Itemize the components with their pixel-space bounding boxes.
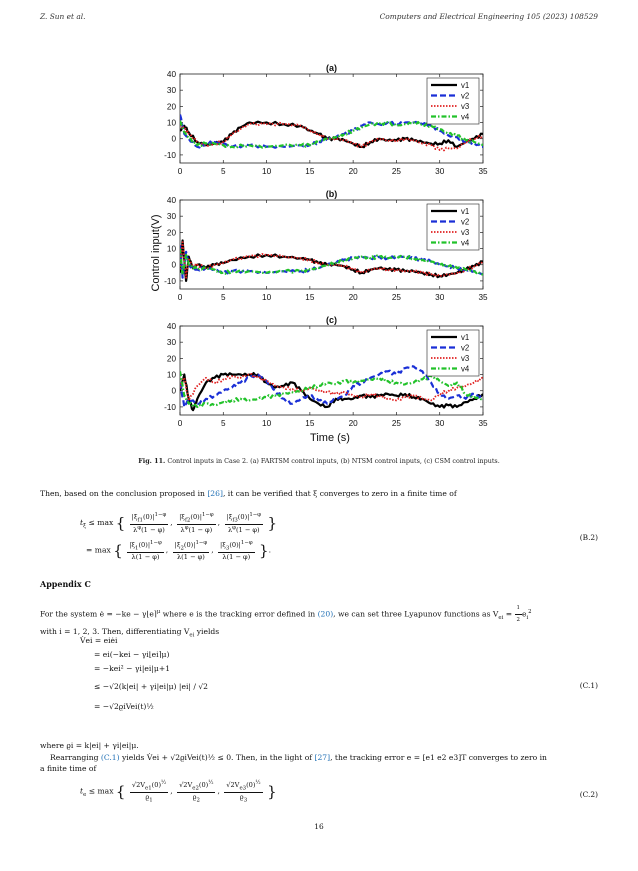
subplot-a (164, 63, 488, 176)
running-header-authors: Z. Sun et al. (40, 12, 86, 21)
equation-c1-line3: = −kei² − γi|ei|μ+1 (94, 664, 171, 673)
citation-link[interactable]: [26] (207, 489, 223, 498)
legend (427, 78, 479, 124)
legend-entry-v1: v1 (461, 207, 470, 216)
x-tick-label: 15 (305, 293, 315, 302)
legend-entry-v1: v1 (461, 333, 470, 342)
equation-link-c1[interactable]: (C.1) (100, 753, 120, 762)
equation-b2-line1: $t_\xi \le \max$ { $\frac{|\xi_{f1}(0)|^{1-\varphi}}{\lambda^\varphi(1 - \varphi)}$ , $\frac{|\xi_{f2}(0)|^{1-\varphi}}{\lambda^\varphi(1 - \varphi)}$ , $\frac{|\xi_{f3}(0)|^{1-\varphi}}{\lambda^\varphi(1 - \varphi)}$ } (80, 512, 278, 534)
y-tick-label: 10 (166, 370, 176, 380)
page-number: 16 (314, 822, 324, 831)
x-tick-label: 20 (348, 167, 358, 176)
y-tick-label: 30 (166, 212, 176, 222)
y-tick-label: 40 (166, 322, 176, 331)
y-axis-label: Control input(V) (150, 214, 162, 292)
y-tick-label: -10 (164, 276, 176, 286)
figure-caption (0, 457, 638, 465)
legend-entry-v3: v3 (461, 354, 470, 363)
x-tick-label: 20 (348, 293, 358, 302)
x-axis-label: Time (s) (310, 432, 350, 444)
legend-entry-v4: v4 (461, 238, 470, 248)
subplot-b (164, 189, 488, 302)
equation-link[interactable]: (20) (317, 609, 334, 619)
y-tick-label: 10 (166, 244, 176, 254)
legend-entry-v1: v1 (461, 81, 470, 90)
equation-c2: $t_e \le \max$ { $\frac{√2V_{e1}(0)^{\frac{1}{2}}}{ϱ_1}$ , $\frac{√2V_{e2}(0)^{\frac{1}{2}}}{ϱ_2}$ , $\frac{√2V_{e3}(0)^{\frac{1}{2}}}{ϱ_3}$ } (80, 780, 277, 803)
subplot-title: (a) (326, 63, 337, 73)
x-tick-label: 30 (435, 293, 445, 302)
legend-entry-v4: v4 (461, 364, 470, 374)
x-tick-label: 0 (177, 293, 183, 302)
x-tick-label: 10 (262, 167, 272, 176)
x-tick-label: 30 (435, 419, 445, 428)
x-tick-label: 15 (305, 419, 315, 428)
caption-label: Fig. 11. (138, 457, 166, 465)
equation-number-c2: (C.2) (579, 790, 598, 799)
x-tick-label: 10 (262, 293, 272, 302)
x-tick-label: 20 (348, 419, 358, 428)
x-tick-label: 30 (435, 167, 445, 176)
appendix-heading: Appendix C (40, 579, 91, 589)
paragraph-rearranging: Rearranging (C.1) yields V̇ei + √2ϱiVei(t)½ ≤ 0. Then, in the light of [27], the tracking error e = [e1 e2 e3]T converges to zero in a finite time of (40, 753, 547, 773)
legend-entry-v2: v2 (461, 217, 470, 227)
equation-c1 (80, 634, 208, 714)
equation-b2-line2: = max { $\frac{|\xi_1(0)|^{1-\varphi}}{\lambda(1 - \varphi)}$ , $\frac{|\xi_2(0)|^{1-\varphi}}{\lambda(1 - \varphi)}$ , $\frac{|\xi_3(0)|^{1-\varphi}}{\lambda(1 - \varphi)}$ }. (86, 540, 272, 561)
subplot-title: (b) (325, 189, 338, 199)
y-tick-label: 10 (166, 118, 176, 128)
x-tick-label: 25 (391, 419, 401, 428)
x-tick-label: 25 (391, 167, 401, 176)
paragraph-lyapunov: For the system ė = −ke − γ⌊e⌉$^\mu$ where e is the tracking error defined in (20), we can set three Lyapunov functions as $V_{ei}$ = $\frac{1}{2}$ $e_i^2$ with i = 1, 2, 3. Then, differentiating $V_{ei}$ yields (40, 605, 532, 639)
y-tick-label: 40 (166, 196, 176, 205)
x-tick-label: 5 (221, 167, 226, 176)
y-tick-label: -10 (164, 402, 176, 412)
caption-text: Control inputs in Case 2. (a) FARTSM control inputs, (b) NTSM control inputs, (c) CSM control inputs. (167, 457, 500, 465)
y-tick-label: 0 (171, 134, 176, 144)
x-tick-label: 35 (478, 419, 488, 428)
equation-c1-line2: = ei(−kei − γi⌊ei⌉μ) (94, 650, 170, 659)
x-tick-label: 35 (478, 293, 488, 302)
subplot-title: (c) (326, 315, 337, 325)
legend (427, 330, 479, 376)
equation-c1-line1: V̇ei = eiėi (80, 636, 118, 645)
x-tick-label: 25 (391, 293, 401, 302)
subplot-c (164, 315, 488, 428)
y-tick-label: 40 (166, 70, 176, 79)
x-tick-label: 0 (177, 419, 183, 428)
x-tick-label: 35 (478, 167, 488, 176)
y-tick-label: 20 (166, 228, 176, 238)
legend-entry-v3: v3 (461, 102, 470, 111)
x-tick-label: 10 (262, 419, 272, 428)
y-tick-label: 30 (166, 86, 176, 96)
x-tick-label: 15 (305, 167, 315, 176)
y-tick-label: 20 (166, 354, 176, 364)
y-tick-label: 0 (171, 386, 176, 396)
paragraph-where: where ϱi = k|ei| + γi|ei|μ. (40, 741, 139, 750)
x-tick-label: 5 (221, 293, 226, 302)
y-tick-label: -10 (164, 150, 176, 160)
running-header-journal: Computers and Electrical Engineering 105 (2023) 108529 (379, 12, 598, 21)
legend-entry-v3: v3 (461, 228, 470, 237)
legend-entry-v2: v2 (461, 91, 470, 101)
equation-c1-line5: = −√2ϱiVei(t)½ (94, 702, 154, 711)
y-tick-label: 30 (166, 338, 176, 348)
legend-entry-v2: v2 (461, 343, 470, 353)
y-tick-label: 20 (166, 102, 176, 112)
equation-number-c1: (C.1) (579, 681, 598, 690)
x-tick-label: 5 (221, 419, 226, 428)
x-tick-label: 0 (177, 167, 183, 176)
paragraph-finite-time: Then, based on the conclusion proposed in [26], it can be verified that ξ converges to zero in a finite time of (40, 489, 457, 498)
y-tick-label: 0 (171, 260, 176, 270)
equation-number-b2: (B.2) (579, 533, 598, 542)
legend (427, 204, 479, 250)
citation-link-27[interactable]: [27] (314, 753, 331, 762)
equation-c1-line4: ≤ −√2(k|ei| + γi|ei|μ) |ei| / √2 (94, 682, 209, 691)
legend-entry-v4: v4 (461, 112, 470, 122)
